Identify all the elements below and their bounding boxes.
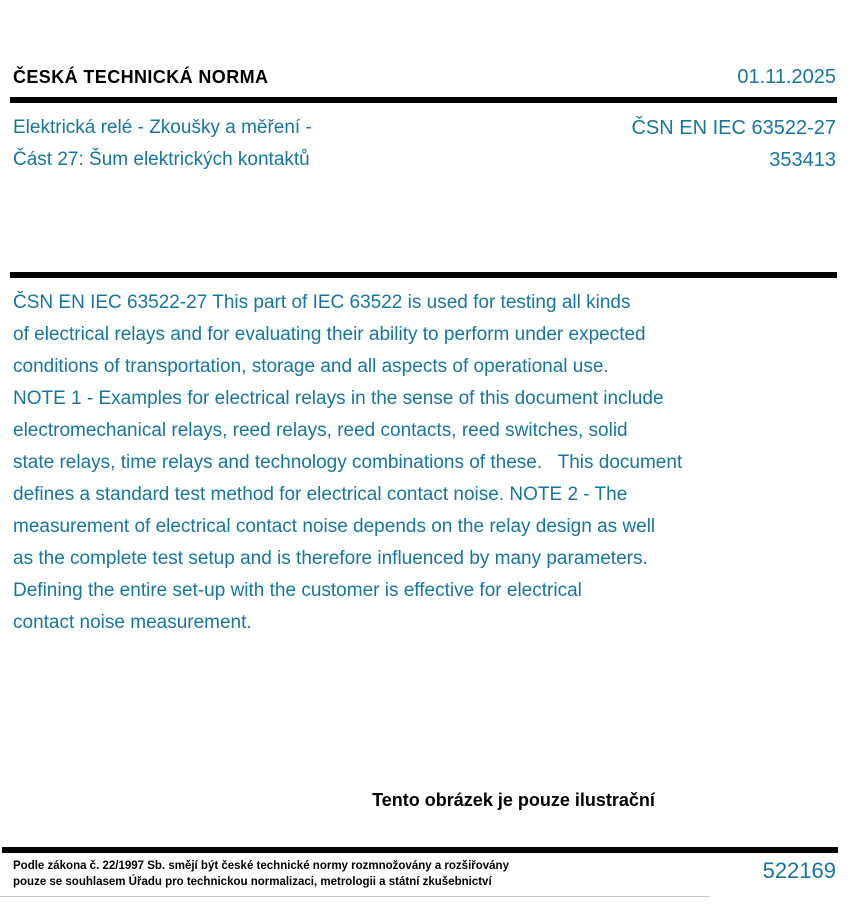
abstract-line: contact noise measurement. — [13, 612, 252, 633]
standard-title-line1: Elektrická relé - Zkoušky a měření - — [13, 117, 312, 138]
legal-notice-line1: Podle zákona č. 22/1997 Sb. smějí být české technické normy rozmnožovány a rozšiřovány — [13, 860, 509, 872]
divider-abstract — [10, 272, 837, 278]
standard-title — [13, 112, 312, 176]
abstract-line: conditions of transportation, storage and all aspects of operational use. — [13, 356, 609, 377]
legal-notice — [13, 858, 509, 890]
header-date: 01.11.2025 — [737, 66, 836, 88]
abstract-line: of electrical relays and for evaluating their ability to perform under expected — [13, 324, 646, 345]
abstract-line: defines a standard test method for electrical contact noise. NOTE 2 - The — [13, 484, 628, 505]
standard-identifiers — [631, 112, 836, 176]
legal-notice-line2: pouze se souhlasem Úřadu pro technickou normalizaci, metrologii a státní zkušebnictví — [13, 876, 492, 888]
bottom-thin-rule — [0, 896, 710, 897]
abstract-line: electromechanical relays, reed relays, reed contacts, reed switches, solid — [13, 420, 628, 441]
header — [13, 66, 836, 89]
abstract-line: state relays, time relays and technology combinations of these. This document — [13, 452, 683, 473]
standard-title-line2: Část 27: Šum elektrických kontaktů — [13, 149, 310, 170]
standard-title-block — [13, 112, 836, 176]
abstract-line: as the complete test setup and is therefore influenced by many parameters. — [13, 548, 648, 569]
abstract-line: ČSN EN IEC 63522-27 This part of IEC 63522 is used for testing all kinds — [13, 292, 631, 313]
divider-top — [10, 97, 837, 103]
page-title: ČESKÁ TECHNICKÁ NORMA — [13, 67, 269, 87]
abstract-line: Defining the entire set-up with the customer is effective for electrical — [13, 580, 582, 601]
standard-designation: ČSN EN IEC 63522-27 — [631, 117, 836, 139]
standard-class-number: 353413 — [769, 149, 836, 171]
divider-footer — [2, 847, 838, 853]
abstract-line: NOTE 1 - Examples for electrical relays in the sense of this document include — [13, 388, 664, 409]
abstract-line: measurement of electrical contact noise depends on the relay design as well — [13, 516, 656, 537]
illustration-note: Tento obrázek je pouze ilustrační — [372, 790, 655, 810]
abstract-text — [13, 287, 836, 639]
order-number: 522169 — [762, 858, 836, 883]
